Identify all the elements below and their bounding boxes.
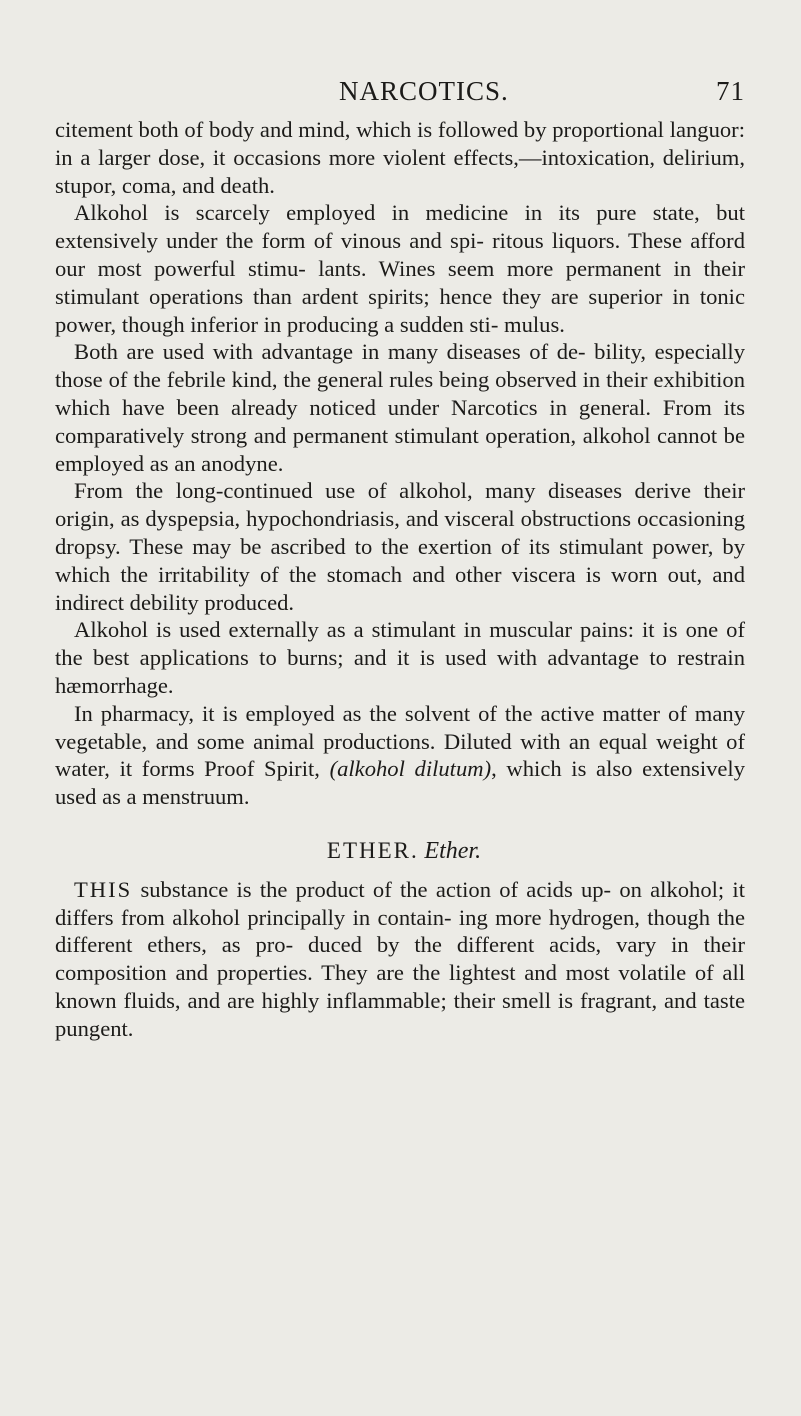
page-number: 71	[716, 76, 745, 106]
section-heading	[55, 837, 745, 866]
pharmacy-text-after: , which is also extensively used as a menstruum.	[55, 756, 745, 810]
pharmacy-text-latin: (alkohol dilutum)	[329, 756, 492, 782]
body-text	[55, 116, 745, 1043]
section-heading-caps: ETHER.	[326, 837, 419, 863]
running-title: NARCOTICS.	[339, 76, 509, 106]
paragraph-pharmacy	[55, 700, 745, 811]
paragraph-diseases: From the long-continued use of alkohol, many diseases derive their origin, as dyspepsia, hypochondriasis, and visceral obstructions occasioning dropsy. These may be ascribed to the exertion of its stimulant power, by which the irritability of the stomach and other viscera is worn out, and indirect debility produced.	[55, 478, 745, 615]
paragraph-alkohol-use: Alkohol is scarcely employed in medicine in its pure state, but extensively under the form of vinous and spi- ritous liquors. These afford our most powerful stimu- lants. Wines seem more permanent in their stimulant operations than ardent spirits; hence they are superior in tonic power, though inferior in producing a sudden sti- mulus.	[55, 200, 745, 337]
paragraph-continuation: citement both of body and mind, which is followed by proportional languor: in a larger dose, it occasions more violent effects,—intoxication, delirium, stupor, coma, and death.	[55, 117, 745, 198]
paragraph-debility: Both are used with advantage in many diseases of de- bility, especially those of the febrile kind, the general rules being observed in their exhibition which have been already noticed under Narcotics in general. From its comparatively strong and permanent stimulant operation, alkohol cannot be employed as an anodyne.	[55, 339, 745, 476]
ether-lead-word: THIS	[74, 876, 133, 902]
pharmacy-text-before: In pharmacy, it is employed as the solvent of the active matter of many vegetable, and some animal productions. Diluted with an equal weight of water, it forms Proof Spirit,	[55, 700, 745, 782]
paragraph-ether	[55, 876, 745, 1043]
paragraph-external-use: Alkohol is used externally as a stimulant in muscular pains: it is one of the best applications to burns; and it is used with advantage to restrain hæmorrhage.	[55, 617, 745, 698]
running-head	[55, 76, 745, 116]
ether-text: substance is the product of the action of acids up- on alkohol; it differs from alkohol principally in contain- ing more hydrogen, though the different ethers, as pro- duced by the different acids, vary in their composition and properties. They are the lightest and most volatile of all known fluids, and are highly inflammable; their smell is fragrant, and taste pungent.	[55, 876, 745, 1041]
section-heading-italic: Ether.	[424, 837, 482, 864]
